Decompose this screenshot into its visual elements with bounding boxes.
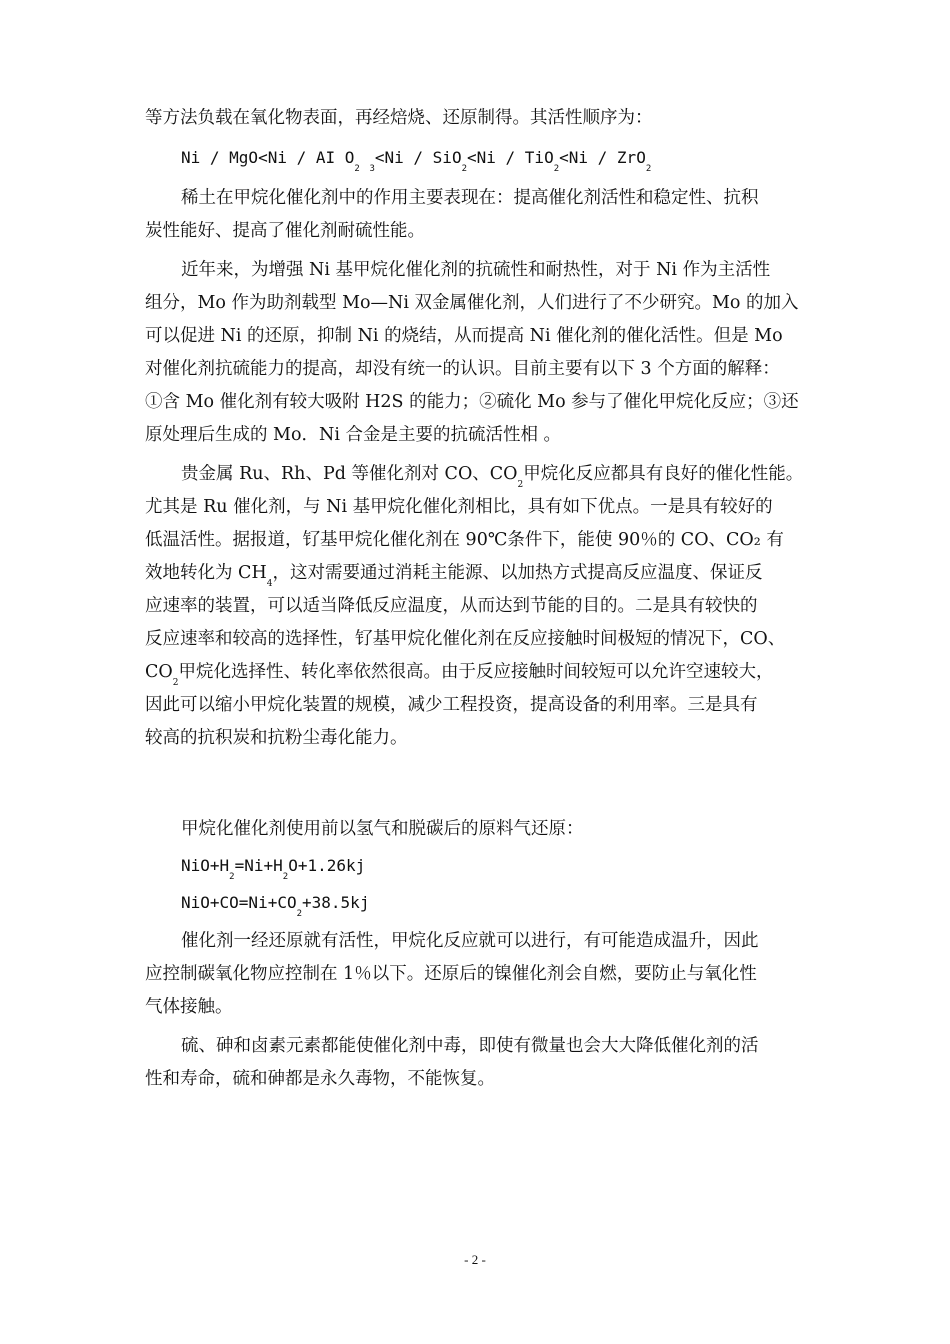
- subscript: 2: [354, 164, 360, 174]
- text-line: 甲烷化催化剂使用前以氢气和脱碳后的原料气还原：: [181, 819, 584, 839]
- text-run: <Ni / TiO: [467, 148, 554, 167]
- text-line: 等方法负载在氧化物表面，再经焙烧、还原制得。其活性顺序为：: [145, 108, 653, 128]
- subscript: 2: [517, 480, 524, 490]
- text-line: [145, 662, 774, 688]
- text-line: ①含 Mo 催化剂有较大吸附 H2S 的能力；②硫化 Mo 参与了催化甲烷化反应；③还: [145, 392, 799, 412]
- text-line: 稀土在甲烷化催化剂中的作用主要表现在：提高催化剂活性和稳定性、抗积: [181, 188, 759, 208]
- text-line: 气体接触。: [145, 997, 233, 1017]
- text-run: 甲烷化选择性、转化率依然很高。由于反应接触时间较短可以允许空速较大，: [178, 662, 774, 682]
- text-run: 甲烷化反应都具有良好的催化性能。: [523, 464, 804, 484]
- subscript: 2: [229, 872, 235, 882]
- text-run: [360, 148, 370, 167]
- page-number: - 2 -: [464, 1252, 486, 1267]
- text-line: 因此可以缩小甲烷化装置的规模，减少工程投资，提高设备的利用率。三是具有: [145, 695, 758, 715]
- subscript: 2: [553, 164, 560, 174]
- text-line: [181, 856, 366, 882]
- text-line: 原处理后生成的 Mo．Ni 合金是主要的抗硫活性相 。: [145, 425, 562, 445]
- subscript: 2: [645, 164, 652, 174]
- text-line: [145, 563, 763, 589]
- subscript: 4: [266, 579, 273, 589]
- subscript: 2: [296, 909, 303, 919]
- text-line: 对催化剂抗硫能力的提高，却没有统一的认识。目前主要有以下 3 个方面的解释：: [145, 359, 780, 379]
- text-run: NiO+H: [181, 856, 230, 875]
- subscript: 3: [369, 164, 375, 174]
- text-run: NiO+CO=Ni+CO: [181, 893, 297, 912]
- text-line: 组分，Mo 作为助剂载型 Mo—Ni 双金属催化剂，人们进行了不少研究。Mo 的加入: [145, 293, 799, 313]
- subscript: 2: [461, 164, 467, 174]
- text-line: 较高的抗积炭和抗粉尘毒化能力。: [145, 728, 408, 748]
- text-run: 贵金属 Ru、Rh、Pd 等催化剂对 CO、CO: [181, 464, 518, 484]
- text-run: <Ni / ZrO: [559, 148, 646, 167]
- text-line: 硫、砷和卤素元素都能使催化剂中毒，即使有微量也会大大降低催化剂的活: [181, 1036, 759, 1056]
- text-line: 近年来，为增强 Ni 基甲烷化催化剂的抗硫性和耐热性，对于 Ni 作为主活性: [181, 260, 771, 280]
- text-run: 效地转化为 CH: [145, 563, 267, 583]
- text-line: 炭性能好、提高了催化剂耐硫性能。: [145, 221, 425, 241]
- text-run: =Ni+H: [234, 856, 283, 875]
- text-line: [181, 464, 804, 490]
- text-line: [181, 893, 370, 919]
- text-line: [181, 148, 652, 174]
- text-line: 应控制碳氧化物应控制在 1％以下。还原后的镍催化剂会自燃，要防止与氧化性: [145, 964, 757, 984]
- text-line: 催化剂一经还原就有活性，甲烷化反应就可以进行，有可能造成温升，因此: [181, 931, 759, 951]
- subscript: 2: [172, 678, 179, 688]
- text-run: <Ni / SiO: [374, 148, 462, 167]
- text-line: 性和寿命，硫和砷都是永久毒物，不能恢复。: [145, 1069, 495, 1089]
- text-line: 尤其是 Ru 催化剂，与 Ni 基甲烷化催化剂相比，具有如下优点。一是具有较好的: [145, 497, 773, 517]
- text-run: +38.5kj: [302, 893, 370, 912]
- text-line: 反应速率和较高的选择性，钌基甲烷化催化剂在反应接触时间极短的情况下，CO、: [145, 629, 786, 649]
- text-run: CO: [145, 662, 173, 682]
- subscript: 2: [282, 872, 289, 882]
- text-run: Ni / MgO<Ni / AI O: [181, 148, 355, 167]
- text-line: 可以促进 Ni 的还原，抑制 Ni 的烧结，从而提高 Ni 催化剂的催化活性。但是 Mo: [145, 326, 783, 346]
- text-line: 低温活性。据报道，钌基甲烷化催化剂在 90℃条件下，能使 90％的 CO、CO₂ 有: [145, 530, 784, 550]
- text-run: ，这对需要通过消耗主能源、以加热方式提高反应温度、保证反: [272, 563, 763, 583]
- text-line: 应速率的装置，可以适当降低反应温度，从而达到节能的目的。二是具有较快的: [145, 596, 758, 616]
- text-run: O+1.26kj: [288, 856, 366, 875]
